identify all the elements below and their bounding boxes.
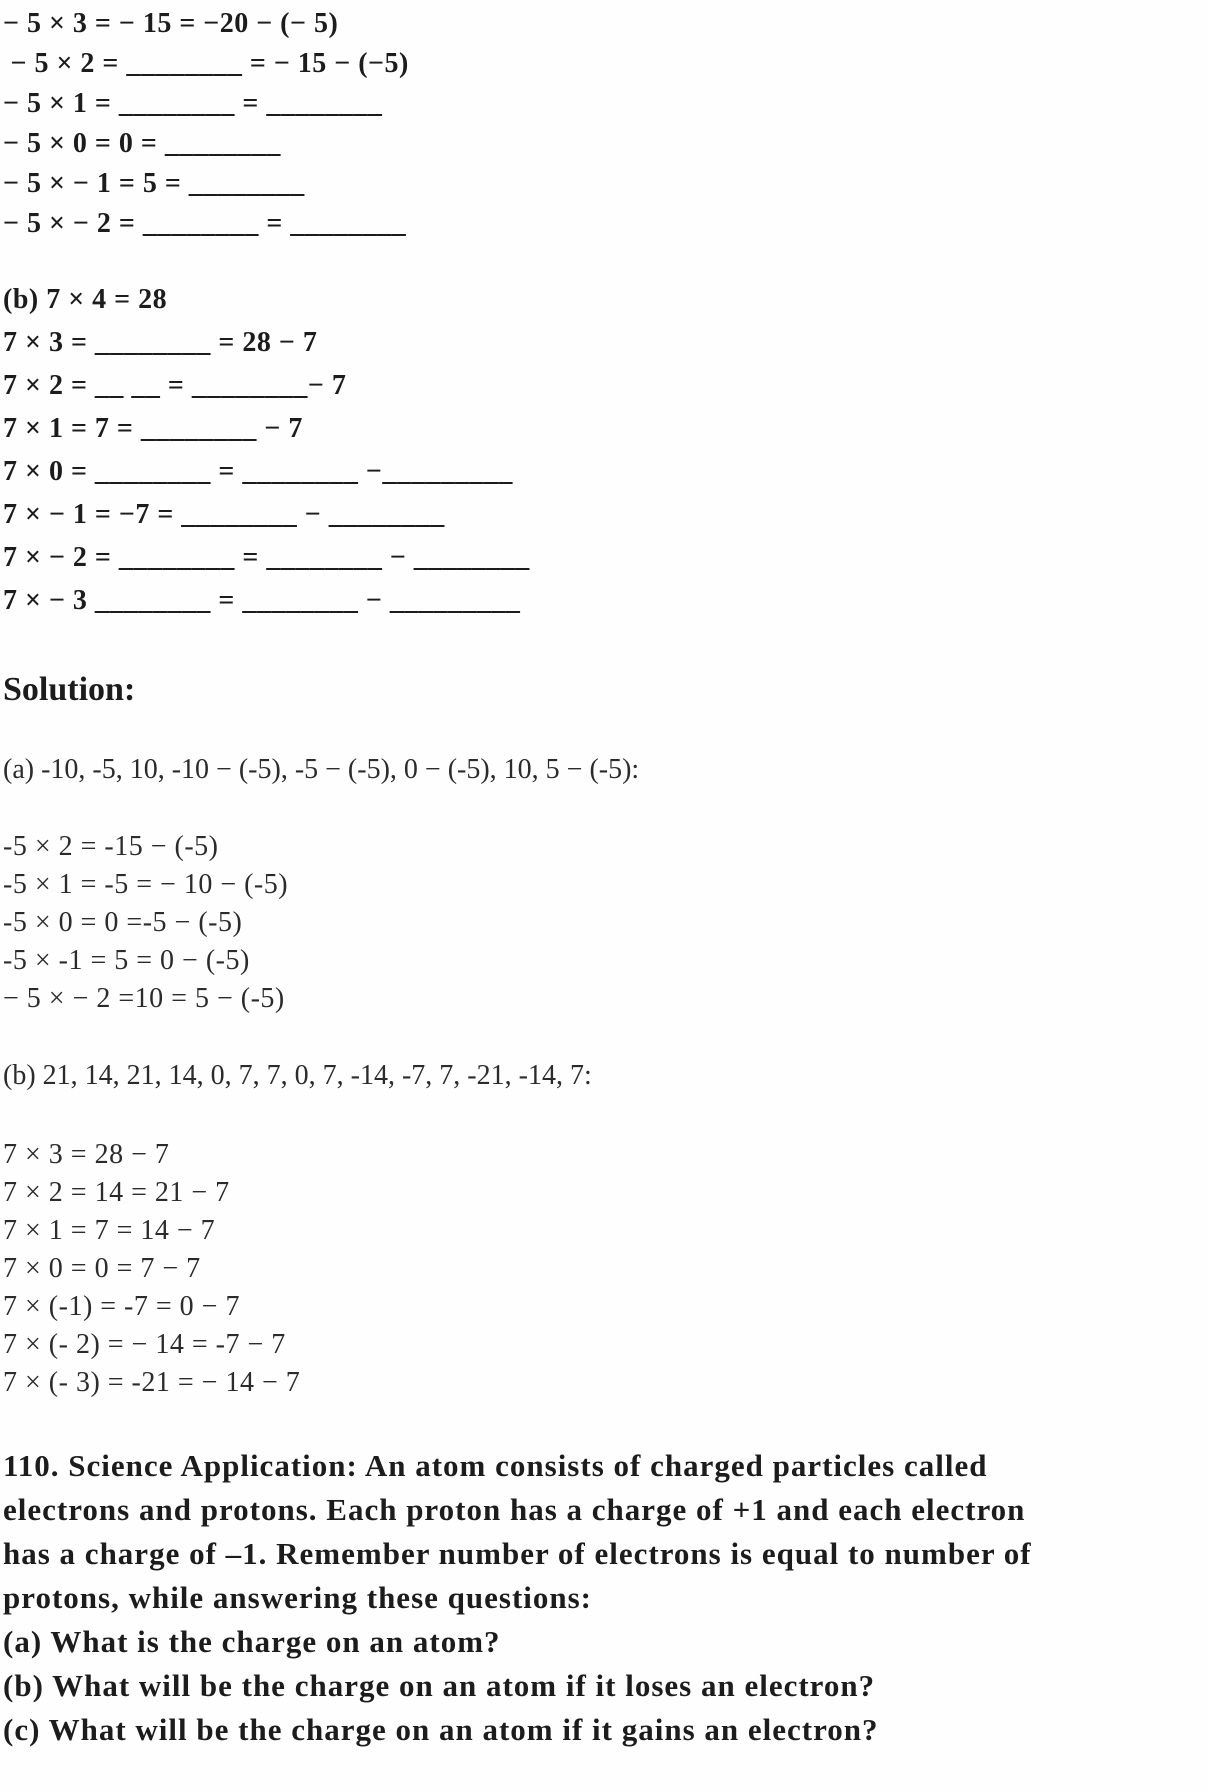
equation-line: − 5 × 2 = ________ = − 15 − (−5) bbox=[3, 48, 409, 79]
solution-a-intro: (a) -10, -5, 10, -10 − (-5), -5 − (-5), 0 − (-5), 10, 5 − (-5): bbox=[3, 754, 640, 785]
question-item-a: (a) What is the charge on an atom? bbox=[3, 1624, 501, 1659]
question-paragraph-line: has a charge of –1. Remember number of electrons is equal to number of bbox=[3, 1536, 1032, 1571]
equation-line: 7 × − 3 ________ = ________ − _________ bbox=[3, 585, 521, 616]
solution-b-steps bbox=[3, 1136, 1207, 1402]
solution-step: -5 × 1 = -5 = − 10 − (-5) bbox=[3, 869, 289, 900]
question-paragraph-line: 110. Science Application: An atom consists of charged particles called bbox=[3, 1448, 988, 1483]
question-item-c: (c) What will be the charge on an atom if it gains an electron? bbox=[3, 1712, 879, 1747]
solution-step: − 5 × − 2 =10 = 5 − (-5) bbox=[3, 983, 285, 1014]
solution-heading: Solution: bbox=[3, 671, 136, 708]
solution-step: 7 × 1 = 7 = 14 − 7 bbox=[3, 1215, 216, 1246]
exercise-part-a-block bbox=[3, 4, 1207, 244]
solution-step: -5 × 0 = 0 =-5 − (-5) bbox=[3, 907, 243, 938]
equation-line: 7 × 0 = ________ = ________ −_________ bbox=[3, 456, 513, 487]
solution-step: 7 × (-1) = -7 = 0 − 7 bbox=[3, 1291, 240, 1322]
solution-step: 7 × (- 2) = − 14 = -7 − 7 bbox=[3, 1329, 286, 1360]
solution-step: -5 × 2 = -15 − (-5) bbox=[3, 831, 219, 862]
solution-step: 7 × (- 3) = -21 = − 14 − 7 bbox=[3, 1367, 301, 1398]
equation-line: 7 × 1 = 7 = ________ − 7 bbox=[3, 413, 303, 444]
question-paragraph-line: protons, while answering these questions: bbox=[3, 1580, 593, 1615]
exercise-part-b-block bbox=[3, 278, 1207, 622]
solution-step: 7 × 3 = 28 − 7 bbox=[3, 1139, 170, 1170]
part-b-heading: (b) 7 × 4 = 28 bbox=[3, 284, 168, 315]
equation-line: 7 × 3 = ________ = 28 − 7 bbox=[3, 327, 318, 358]
solution-step: 7 × 0 = 0 = 7 − 7 bbox=[3, 1253, 201, 1284]
equation-line: − 5 × 1 = ________ = ________ bbox=[3, 88, 383, 119]
equation-line: − 5 × − 2 = ________ = ________ bbox=[3, 208, 407, 239]
solution-a-steps bbox=[3, 828, 1207, 1018]
equation-line: − 5 × 3 = − 15 = −20 − (− 5) bbox=[3, 8, 339, 39]
question-110-block bbox=[3, 1444, 1207, 1752]
solution-step: 7 × 2 = 14 = 21 − 7 bbox=[3, 1177, 230, 1208]
equation-line: 7 × − 1 = −7 = ________ − ________ bbox=[3, 499, 445, 530]
equation-line: − 5 × − 1 = 5 = ________ bbox=[3, 168, 305, 199]
solution-b-intro: (b) 21, 14, 21, 14, 0, 7, 7, 0, 7, -14, -7, 7, -21, -14, 7: bbox=[3, 1060, 592, 1091]
question-item-b: (b) What will be the charge on an atom if it loses an electron? bbox=[3, 1668, 876, 1703]
equation-line: − 5 × 0 = 0 = ________ bbox=[3, 128, 281, 159]
solution-step: -5 × -1 = 5 = 0 − (-5) bbox=[3, 945, 250, 976]
equation-line: 7 × − 2 = ________ = ________ − ________ bbox=[3, 542, 530, 573]
question-paragraph-line: electrons and protons. Each proton has a charge of +1 and each electron bbox=[3, 1492, 1026, 1527]
equation-line: 7 × 2 = __ __ = ________− 7 bbox=[3, 370, 347, 401]
